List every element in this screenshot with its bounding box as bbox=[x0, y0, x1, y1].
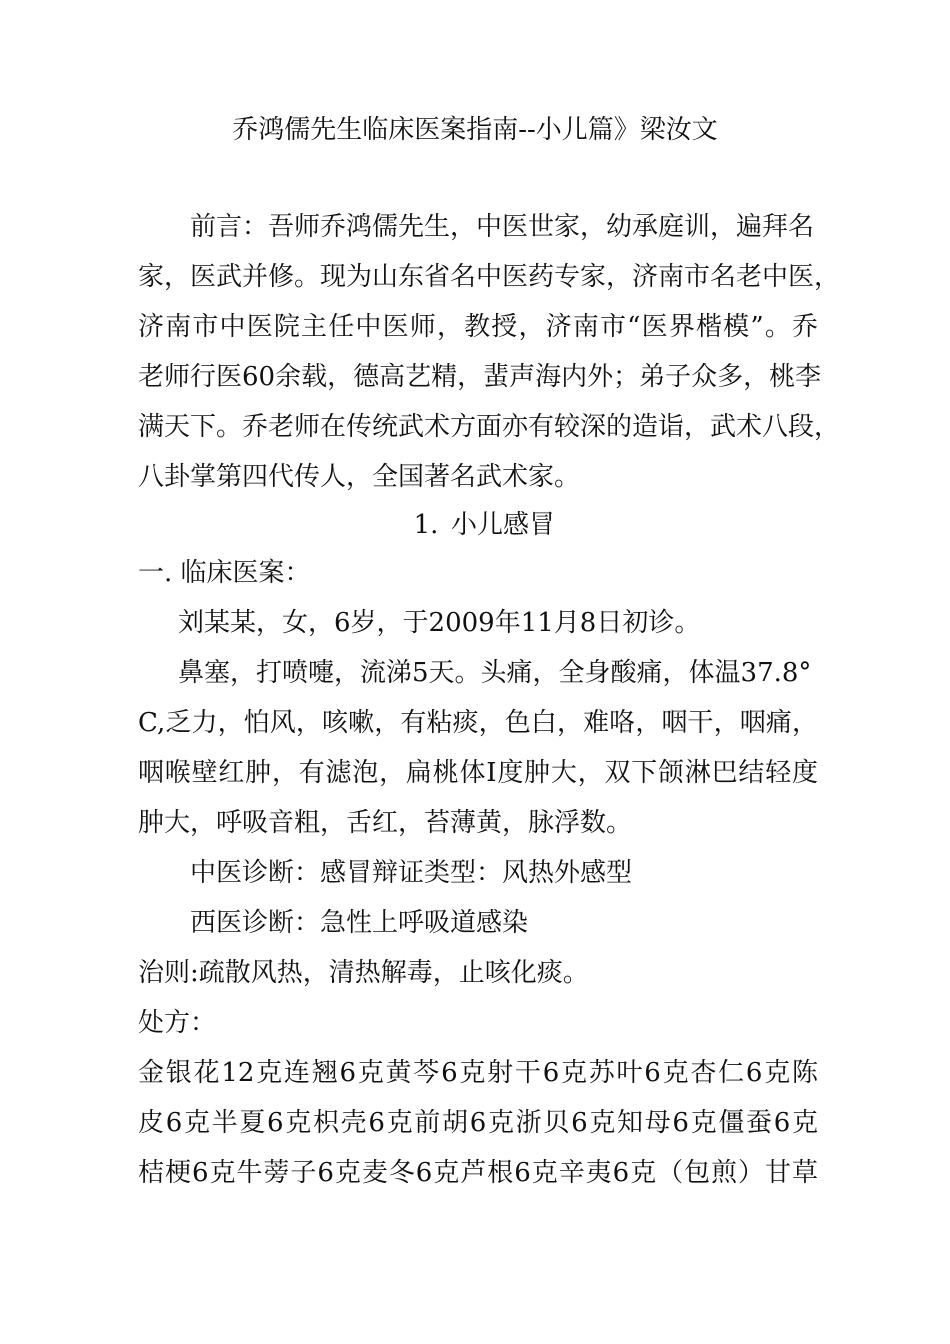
section-title: 小儿感冒 bbox=[450, 510, 555, 540]
preface-line: 家，医武并修。现为山东省名中医药专家，济南市名老中医， bbox=[138, 262, 841, 292]
prescription-block bbox=[138, 1048, 818, 1198]
symptoms-line: C,乏力，怕风，咳嗽，有粘痰，色白，难咯，咽干，咽痛， bbox=[138, 708, 818, 738]
subsection-heading bbox=[138, 548, 818, 598]
prescription-label: 处方： bbox=[138, 1008, 217, 1038]
symptoms-line: 鼻塞，打喷嚏，流涕5天。头痛，全身酸痛，体温37.8° bbox=[178, 658, 812, 688]
preface-line: 前言：吾师乔鸿儒先生，中医世家，幼承庭训，遍拜名 bbox=[190, 212, 815, 242]
document-title: 乔鸿儒先生临床医案指南--小儿篇》梁汝文 bbox=[232, 115, 718, 145]
prescription-line: 桔梗6克牛蒡子6克麦冬6克芦根6克辛夷6克（包煎）甘草 bbox=[138, 1158, 818, 1188]
treatment-principle bbox=[138, 948, 818, 998]
treatment-text: 治则:疏散风热，清热解毒，止咳化痰。 bbox=[138, 958, 589, 988]
preface-line: 老师行医60余载，德高艺精，蜚声海内外；弟子众多，桃李 bbox=[138, 362, 822, 392]
tcm-diagnosis bbox=[138, 848, 818, 898]
preface-line: 八卦掌第四代传人，全国著名武术家。 bbox=[138, 462, 581, 492]
tcm-diagnosis-text: 中医诊断：感冒辩证类型：风热外感型 bbox=[190, 858, 633, 888]
preface-line: 济南市中医院主任中医师，教授，济南市“医界楷模”。乔 bbox=[138, 312, 818, 342]
prescription-label-block bbox=[138, 998, 818, 1048]
preface-line: 满天下。乔老师在传统武术方面亦有较深的造诣，武术八段， bbox=[138, 412, 841, 442]
section-heading bbox=[138, 500, 818, 550]
preface-paragraph bbox=[138, 202, 841, 502]
case-patient bbox=[138, 598, 818, 648]
section-number: 1. bbox=[413, 510, 439, 540]
patient-info: 刘某某，女，6岁，于2009年11月8日初诊。 bbox=[178, 608, 701, 638]
subsection-title: 一. 临床医案： bbox=[138, 558, 311, 588]
western-diagnosis bbox=[138, 898, 818, 948]
case-symptoms bbox=[138, 648, 818, 848]
prescription-line: 皮6克半夏6克枳壳6克前胡6克浙贝6克知母6克僵蚕6克 bbox=[138, 1108, 818, 1138]
symptoms-line: 咽喉壁红肿，有滤泡，扁桃体Ⅰ度肿大，双下颌淋巴结轻度 bbox=[138, 758, 818, 788]
prescription-line: 金银花12克连翘6克黄芩6克射干6克苏叶6克杏仁6克陈 bbox=[138, 1058, 818, 1088]
western-diagnosis-text: 西医诊断：急性上呼吸道感染 bbox=[190, 908, 529, 938]
symptoms-line: 肿大，呼吸音粗，舌红，苔薄黄，脉浮数。 bbox=[138, 808, 633, 838]
